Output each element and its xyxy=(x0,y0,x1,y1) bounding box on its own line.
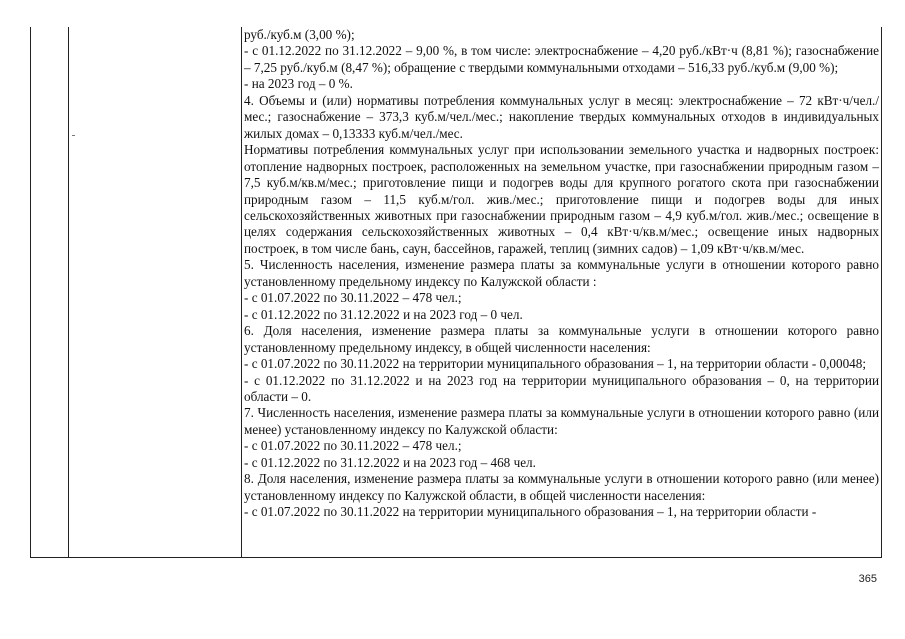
paragraph: - с 01.07.2022 по 30.11.2022 – 478 чел.; xyxy=(244,438,462,454)
column-divider xyxy=(241,27,242,557)
paragraph: 4. Объемы и (или) нормативы потребления коммунальных услуг в месяц: электроснабжение – 72 кВт·ч/чел./мес.; газоснабжение – 373,3 куб.м/чел./мес.; накопление твердых коммунальных отходов в индивидуальных жилых домах – 0,13333 куб.м/чел./мес. xyxy=(244,92,879,141)
column-divider xyxy=(68,27,69,557)
paragraph: - с 01.07.2022 по 30.11.2022 – 478 чел.; xyxy=(244,290,462,306)
page-number: 365 xyxy=(858,573,877,585)
scan-artifact xyxy=(72,135,75,136)
paragraph: 8. Доля населения, изменение размера платы за коммунальные услуги в отношении которого равно (или менее) установленному индексу по Калужской области, в общей численности населения: xyxy=(244,471,879,503)
paragraph: 7. Численность населения, изменение размера платы за коммунальные услуги в отношении которого равно (или менее) установленному индексу по Калужской области: xyxy=(244,405,879,437)
paragraph: руб./куб.м (3,00 %); xyxy=(244,27,355,42)
paragraph: - с 01.07.2022 по 30.11.2022 на территории муниципального образования – 1, на территории области - 0,00048; xyxy=(244,356,867,372)
table-cell-text xyxy=(244,27,879,521)
paragraph: 6. Доля населения, изменение размера платы за коммунальные услуги в отношении которого равно установленному предельному индексу, в общей численности населения: xyxy=(244,323,879,355)
paragraph: - с 01.12.2022 по 31.12.2022 и на 2023 год – 0 чел. xyxy=(244,306,523,322)
paragraph: - с 01.12.2022 по 31.12.2022 – 9,00 %, в том числе: электроснабжение – 4,20 руб./кВт·ч (8,81 %); газоснабжение – 7,25 руб./куб.м (8,47 %); обращение с твердыми коммунальными отходами – 516,33 руб./куб.м (9,00 %); xyxy=(244,43,879,75)
paragraph: 5. Численность населения, изменение размера платы за коммунальные услуги в отношении которого равно установленному предельному индексу по Калужской области : xyxy=(244,257,879,289)
paragraph: - на 2023 год – 0 %. xyxy=(244,76,353,92)
paragraph: - с 01.12.2022 по 31.12.2022 и на 2023 год на территории муниципального образования – 0, на территории области – 0. xyxy=(244,372,879,404)
paragraph: Нормативы потребления коммунальных услуг при использовании земельного участка и надворных построек: отопление надворных построек, расположенных на земельном участке, при газоснабжении природным газом – 7,5 куб.м/кв.м/мес.; приготовление пищи и подогрев воды для крупного рогатого скота при газоснабжении природным газом – 11,5 куб.м/гол. жив./мес.; приготовление пищи и подогрев воды для иных сельскохозяйственных животных при газоснабжении природным газом – 4,9 куб.м/гол. жив./мес.; освещение в целях содержания сельскохозяйственных животных – 0,4 кВт·ч/кв.м/мес.; освещение иных надворных построек, в том числе бань, саун, бассейнов, гаражей, теплиц (зимних садов) – 1,09 кВт·ч/кв.м/мес. xyxy=(244,142,879,256)
paragraph: - с 01.07.2022 по 30.11.2022 на территории муниципального образования – 1, на территории области - xyxy=(244,504,817,520)
paragraph: - с 01.12.2022 по 31.12.2022 и на 2023 год – 468 чел. xyxy=(244,454,536,470)
